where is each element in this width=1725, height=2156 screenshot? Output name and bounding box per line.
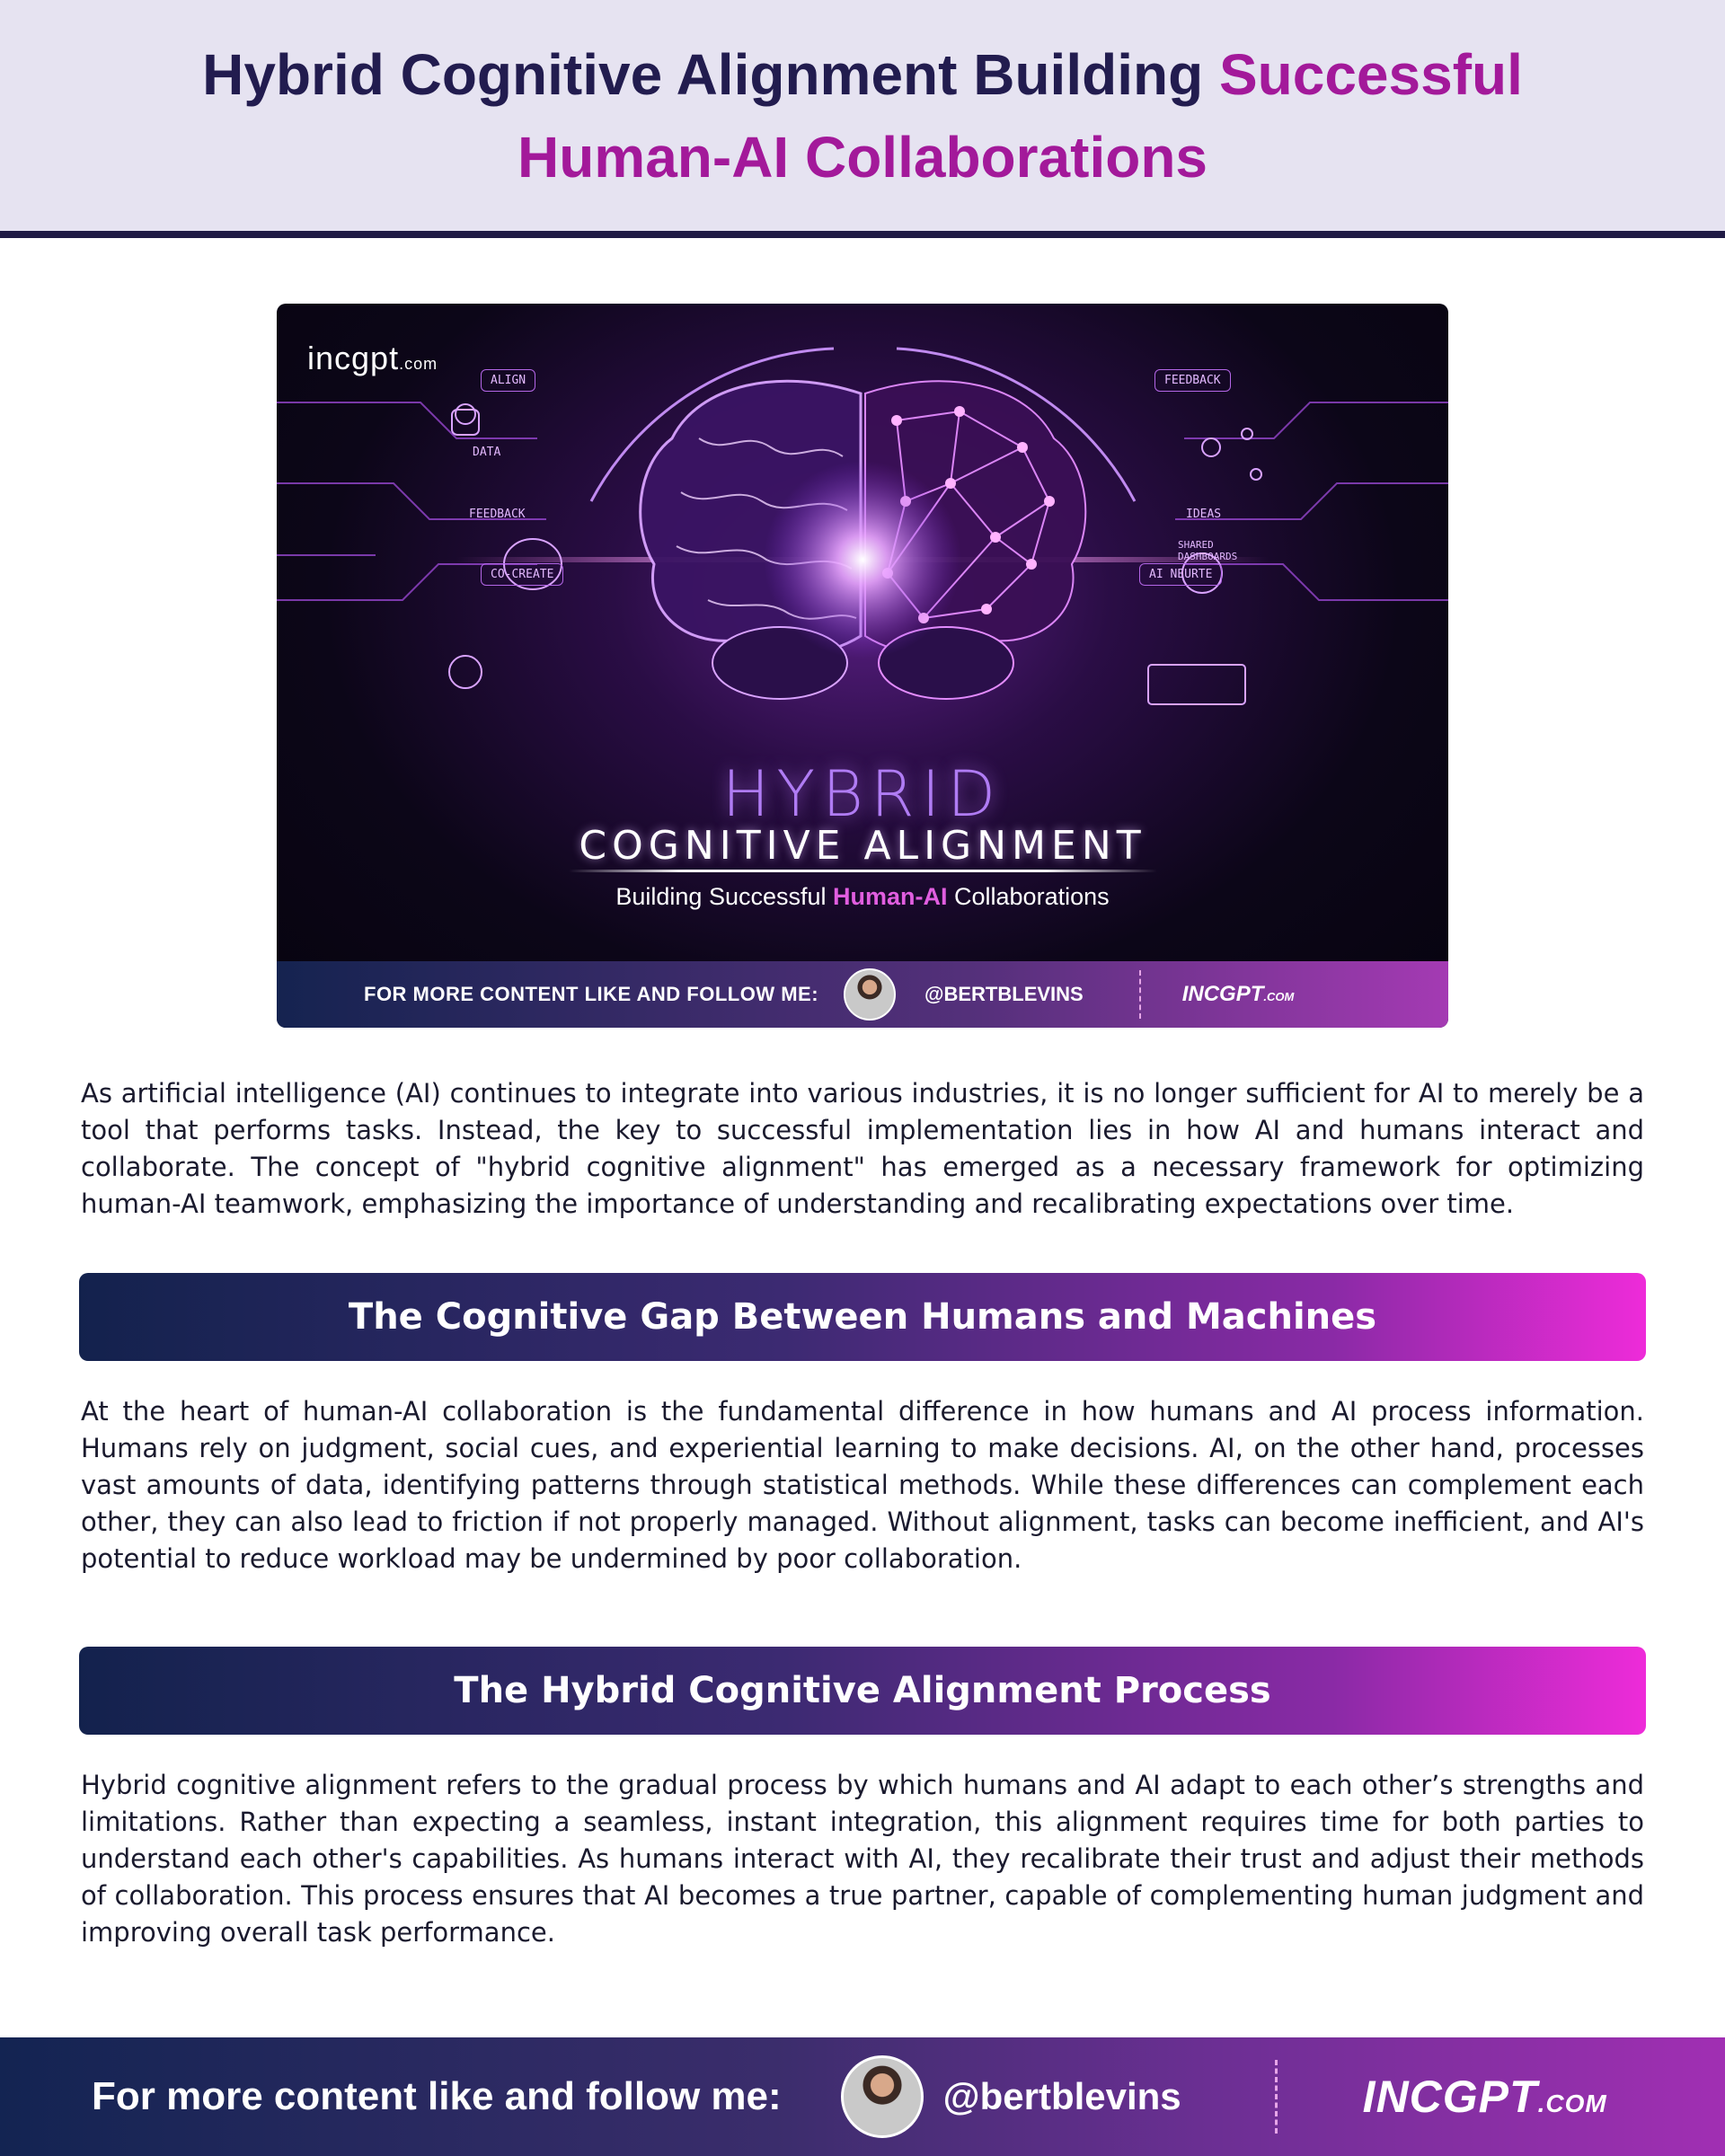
section-heading-2: The Hybrid Cognitive Alignment Process <box>454 1670 1271 1711</box>
page-title <box>202 33 1523 199</box>
intro-paragraph: As artificial intelligence (AI) continues to integrate into various industries, it is no longer sufficient for AI to merely be a tool that performs tasks. Instead, the key to successful implementation lies in how AI and humans interact and collaborate. The concept of "hybrid cognitive alignment" has emerged as a necessary framework for optimizing human-AI teamwork, emphasizing the importance of understanding and recalibrating expectations over time. <box>81 1078 1644 1219</box>
tag-feedback-top: FEEDBACK <box>1154 369 1231 392</box>
section-heading-1: The Cognitive Gap Between Humans and Machines <box>348 1296 1377 1338</box>
title-accent-1: Successful <box>1218 41 1523 107</box>
section-body-1: At the heart of human-AI collaboration is the fundamental difference in how humans and AI process information. Humans rely on judgment, social cues, and experiential learning to make decisions. AI, on the other hand, processes vast amounts of data, identifying patterns through statistical methods. While these differences can complement each other, they can also lead to friction if not properly managed. Without alignment, tasks can become inefficient, and AI's potential to reduce workload may be undermined by poor collaboration. <box>81 1396 1644 1574</box>
hero-footer-logo-text: INCGPT <box>1181 982 1264 1006</box>
footer-follow-cta: For more content like and follow me: <box>92 2074 782 2118</box>
tag-ai-neurte: AI NEURTE <box>1139 563 1222 586</box>
tag-align: ALIGN <box>481 369 535 392</box>
footer-logo-text: INCGPT <box>1362 2072 1538 2122</box>
hero-tagline-post: Collaborations <box>947 883 1110 910</box>
section-heading-bar-2 <box>79 1647 1646 1735</box>
hero-brand-suffix: .com <box>399 355 438 373</box>
hero-author-avatar <box>844 968 896 1021</box>
tag-feedback-left: FEEDBACK <box>469 508 526 521</box>
hero-subtitle: COGNITIVE ALIGNMENT <box>579 823 1146 869</box>
footer-logo[interactable] <box>1363 2071 1607 2123</box>
footer-logo-suffix: .COM <box>1537 2090 1607 2117</box>
hero-brand-logo <box>307 340 438 377</box>
hero-footer-divider <box>1139 970 1141 1019</box>
tag-co-create: CO-CREATE <box>481 563 563 586</box>
tag-data: DATA <box>473 446 501 459</box>
hero-divider <box>569 870 1157 872</box>
footer-author-avatar <box>841 2055 924 2138</box>
hero-follow-cta: FOR MORE CONTENT LIKE AND FOLLOW ME: <box>364 983 819 1005</box>
tag-dashboards: DASHBOARDS <box>1178 551 1238 562</box>
tag-ideas: IDEAS <box>1186 508 1222 521</box>
footer-divider <box>1275 2060 1278 2134</box>
page-header <box>0 0 1725 238</box>
hero-tagline-accent: Human-AI <box>833 883 948 910</box>
hero-brand-name: incgpt <box>307 340 400 376</box>
tag-shared: SHARED <box>1178 539 1214 551</box>
title-accent-2: Human-AI Collaborations <box>517 124 1208 190</box>
section-body-2: Hybrid cognitive alignment refers to the gradual process by which humans and AI adapt to each other’s strengths and limitations. Rather than expecting a seamless, instant integration, this alignment requires time for both parties to understand each other's capabilities. As humans interact with AI, they recalibrate their trust and adjust their methods of collaboration. This process ensures that AI becomes a true partner, capable of complementing human judgment and improving overall task performance. <box>81 1770 1644 1948</box>
hero-title: HYBRID <box>721 757 1004 831</box>
hero-footer-logo[interactable] <box>1182 982 1295 1007</box>
footer-author-handle[interactable]: @bertblevins <box>942 2075 1181 2117</box>
hero-banner <box>277 304 1448 1028</box>
section-heading-bar-1 <box>79 1273 1646 1361</box>
title-main: Hybrid Cognitive Alignment Building <box>202 41 1204 107</box>
page-footer <box>0 2037 1725 2156</box>
hero-footer-logo-suffix: .COM <box>1263 990 1295 1003</box>
hero-tagline-pre: Building Successful <box>615 883 834 910</box>
hero-author-handle[interactable]: @BERTBLEVINS <box>924 983 1084 1005</box>
hero-follow-bar <box>277 961 1448 1028</box>
hero-tagline <box>277 883 1448 911</box>
